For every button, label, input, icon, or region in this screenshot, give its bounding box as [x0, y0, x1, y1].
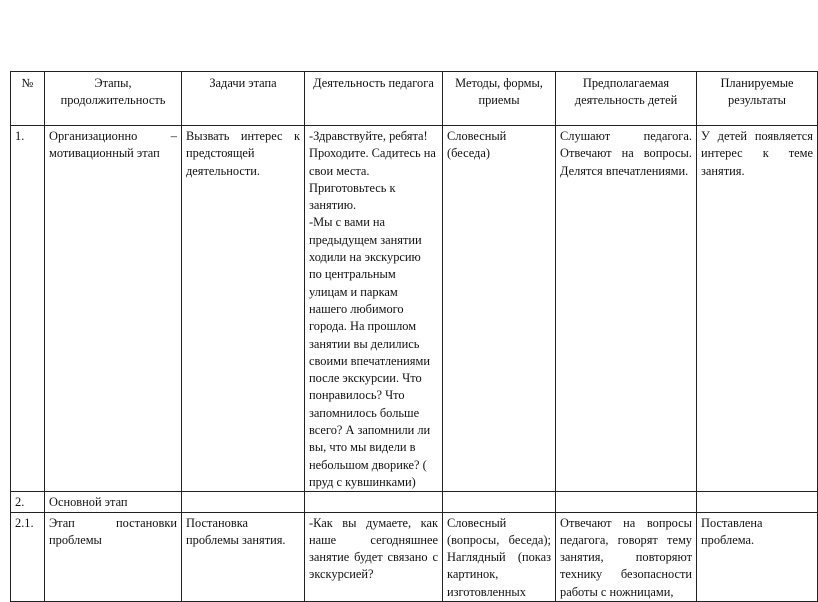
teacher-line: нашего любимого [309, 301, 404, 316]
row-number: 2.1. [11, 512, 45, 601]
empty-cell [182, 492, 305, 512]
header-children-activity: Предполагаемая деятельность детей [556, 72, 697, 126]
teacher-line: по центральным [309, 267, 396, 282]
results-cell: Поставлена проблема. [697, 512, 818, 601]
header-teacher-activity: Деятельность педагога [305, 72, 443, 126]
teacher-line: своими впечатлениями [309, 353, 430, 368]
teacher-line: -Мы с вами на [309, 215, 386, 230]
children-activity-cell: Слушают педагога. Отвечают на вопросы. Делятся впечатлениями. [556, 126, 697, 492]
row-number: 2. [11, 492, 45, 512]
table-header-row [11, 72, 818, 126]
table-row [11, 512, 818, 601]
methods-cell: Словесный (беседа) [443, 126, 556, 492]
teacher-line: пруд с кувшинками) [309, 474, 416, 489]
empty-cell [556, 492, 697, 512]
empty-cell [305, 492, 443, 512]
stage-cell: Организационно – мотивационный этап [45, 126, 182, 492]
empty-cell [443, 492, 556, 512]
teacher-line: -Здравствуйте, ребята! [309, 129, 428, 143]
teacher-line: запомнилось больше [309, 405, 420, 420]
teacher-activity-cell: -Как вы думаете, как наше сегодняшнее занятие будет связано с экскурсией? [305, 512, 443, 601]
teacher-line: улицам и паркам [309, 284, 398, 299]
lesson-plan-table [10, 71, 818, 602]
header-tasks: Задачи этапа [182, 72, 305, 126]
row-number: 1. [11, 126, 45, 492]
empty-cell [697, 492, 818, 512]
table-row [11, 492, 818, 512]
teacher-line: небольшом дворике? ( [309, 457, 427, 472]
methods-cell: Словесный (вопросы, беседа); Наглядный (показ картинок, изготовленных [443, 512, 556, 601]
teacher-line: Приготовьтесь к [309, 180, 396, 195]
stage-cell: Этап постановки проблемы [45, 512, 182, 601]
task-cell: Вызвать интерес к предстоящей деятельности. [182, 126, 305, 492]
stage-cell: Основной этап [45, 492, 182, 512]
header-stages: Этапы, продолжительность [45, 72, 182, 126]
header-number: № [11, 72, 45, 126]
teacher-line: занятию. [309, 198, 357, 213]
teacher-line: после экскурсии. Что [309, 371, 422, 386]
teacher-line: предыдущем занятии [309, 232, 422, 247]
teacher-line: вы, что мы видели в [309, 440, 416, 455]
teacher-line: свои места. [309, 163, 370, 178]
teacher-line: ходили на экскурсию [309, 250, 421, 265]
table-row [11, 126, 818, 492]
teacher-line: города. На прошлом [309, 319, 417, 334]
teacher-line: Проходите. Садитесь на [309, 146, 436, 161]
teacher-activity-cell [305, 126, 443, 492]
results-cell: У детей появляется интерес к теме занятия. [697, 126, 818, 492]
header-methods: Методы, формы, приемы [443, 72, 556, 126]
teacher-line: всего? А запомнили ли [309, 423, 431, 438]
header-results: Планируемые результаты [697, 72, 818, 126]
teacher-line: понравилось? Что [309, 388, 405, 403]
children-activity-cell: Отвечают на вопросы педагога, говорят тему занятия, повторяют технику безопасности работы с ножницами, [556, 512, 697, 601]
teacher-line: занятии вы делились [309, 336, 420, 351]
task-cell: Постановка проблемы занятия. [182, 512, 305, 601]
